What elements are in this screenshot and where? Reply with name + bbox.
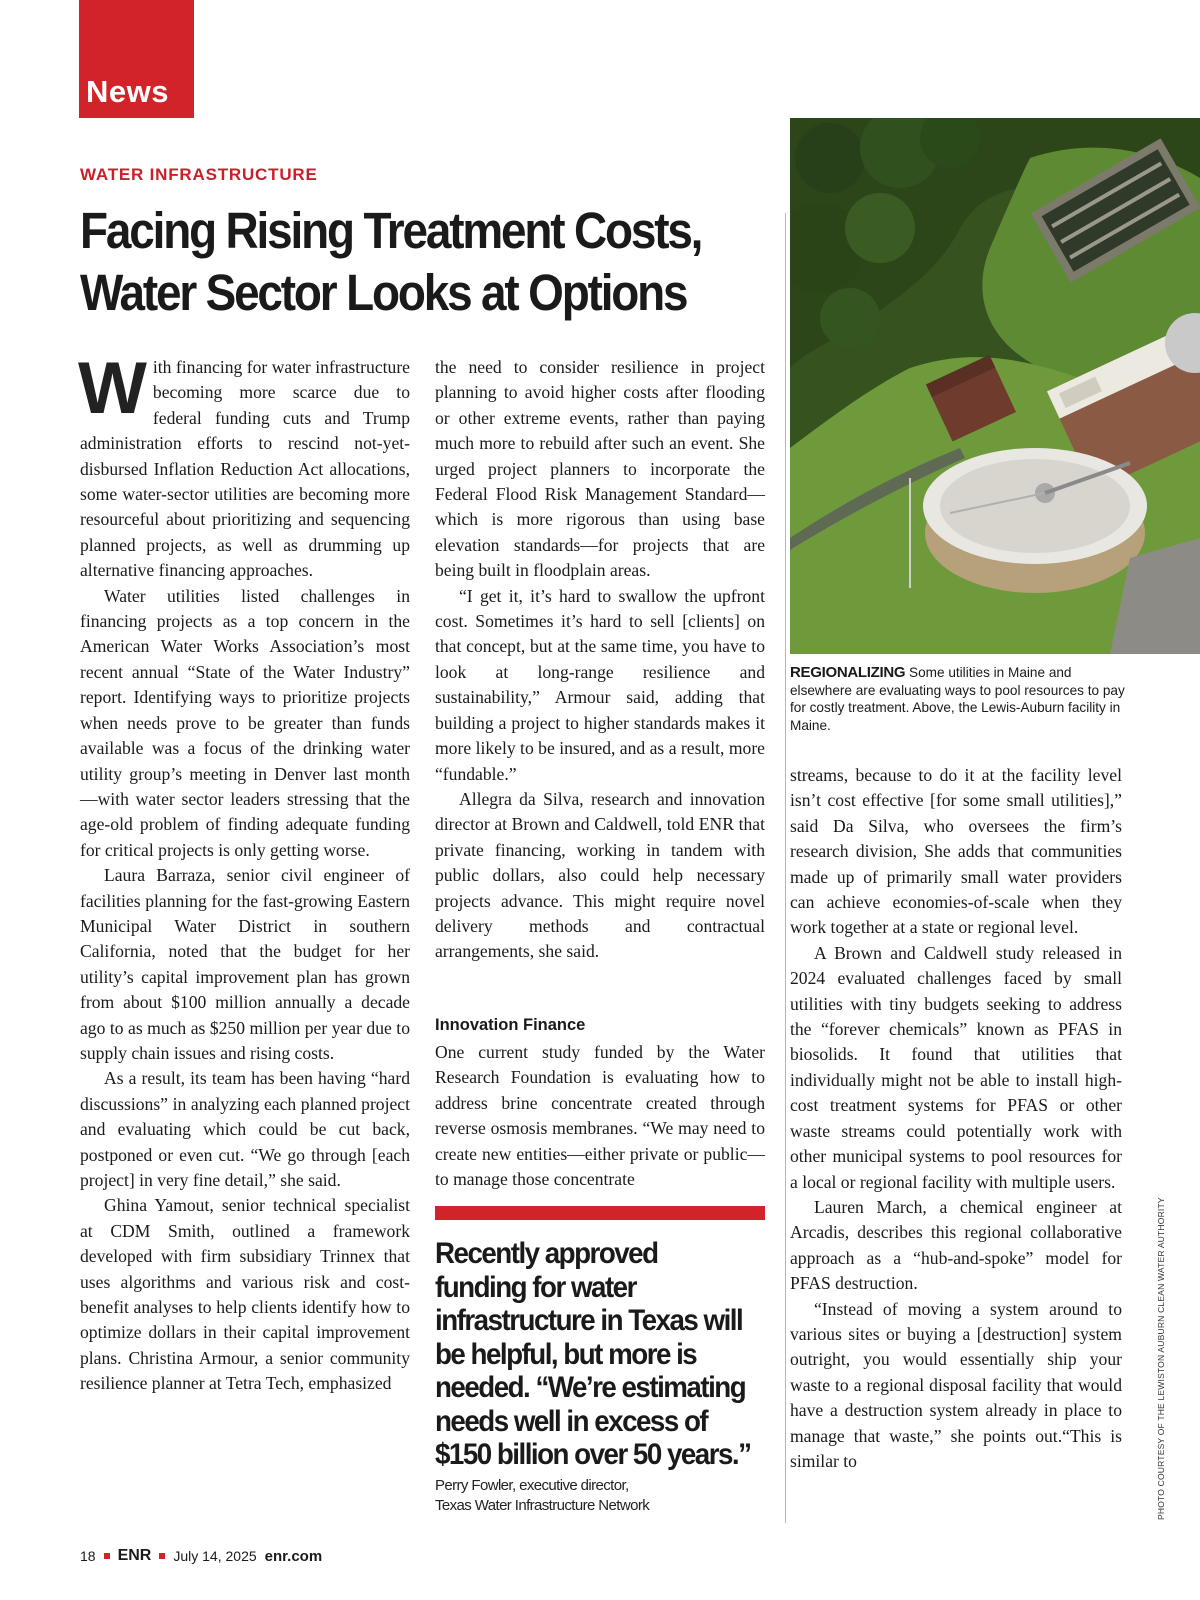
page-footer bbox=[80, 1547, 322, 1565]
paragraph bbox=[78, 348, 410, 584]
attribution-org: Texas Water Infrastructure Network bbox=[435, 1497, 650, 1514]
subhead: Innovation Finance bbox=[435, 1016, 586, 1034]
drop-cap: W bbox=[78, 348, 147, 429]
separator-square-icon bbox=[159, 1553, 165, 1559]
column-divider bbox=[785, 213, 786, 1523]
paragraph: “Instead of moving a system around to various sites or buying a [destruction] system outright, you would essentially ship your waste to a regional disposal facility that would have a destruction system already in place to manage that waste,” she points out.“This is similar to bbox=[790, 1298, 1122, 1471]
page-number: 18 bbox=[80, 1548, 96, 1564]
article-column-1 bbox=[78, 348, 410, 1397]
paragraph: Water utilities listed challenges in financing projects as a top concern in the American Water Works Association’s most recent annual “State of the Water Industry” report. Identifying ways to prioritize projects when needs prove to be greater than funds available was a focus of the drinking water utility group’s meeting in Denver last month—with water sector leaders stressing that the age-old problem of finding adequate funding for critical projects is only getting worse. bbox=[80, 585, 410, 860]
photo-caption bbox=[790, 664, 1135, 734]
pull-quote: Recently approved funding for water infrastructure in Texas will be helpful, but more is needed. “We’re estimating needs well in excess of $150 billion over 50 years.” bbox=[435, 1237, 751, 1471]
article-column-2 bbox=[435, 355, 765, 965]
paragraph: As a result, its team has been having “hard discussions” in analyzing each planned project and evaluating which could be cut back, postponed or even cut. “We go through [each project] in very fine detail,” she said. bbox=[80, 1068, 410, 1190]
section-tab-label: News bbox=[86, 74, 169, 109]
paragraph: Laura Barraza, senior civil engineer of facilities planning for the fast-growing Eastern Municipal Water District in southern California, noted that the budget for her utility’s capital improvement plan has grown from about $100 million annually a decade ago to as much as $250 million per year due to supply chain issues and rising costs. bbox=[80, 865, 410, 1063]
separator-square-icon bbox=[104, 1553, 110, 1559]
website-link[interactable]: enr.com bbox=[264, 1547, 323, 1565]
kicker: WATER INFRASTRUCTURE bbox=[80, 165, 318, 184]
paragraph: streams, because to do it at the facility level isn’t cost effective [for some small utilities],” said Da Silva, who oversees the firm’s research division, She adds that communities made up of primarily small water providers can achieve economies-of-scale when they work together at a state or regional level. bbox=[790, 765, 1122, 938]
paragraph: the need to consider resilience in project planning to avoid higher costs after flooding or other extreme events, rather than paying much more to rebuild after such an event. She urged project planners to incorporate the Federal Flood Risk Management Standard—which is more rigorous than using base elevation standards—for projects that are being built in floodplain areas. bbox=[435, 357, 765, 581]
issue-date: July 14, 2025 bbox=[173, 1548, 257, 1564]
article-column-3 bbox=[790, 763, 1122, 1474]
paragraph-text: ith financing for water infrastructure becoming more scarce due to federal funding cuts and Trump administration efforts to rescind not-yet-disbursed Inflation Reduction Act allocations, some water-sector utilities are becoming more resourceful about prioritizing and sequencing planned projects, as well as drumming up alternative financing approaches. bbox=[80, 357, 410, 581]
attribution-name: Perry Fowler, executive director, bbox=[435, 1477, 629, 1494]
headline-line-2: Water Sector Looks at Options bbox=[80, 264, 687, 321]
photo-credit: PHOTO COURTESY OF THE LEWISTON AUBURN CLEAN WATER AUTHORITY bbox=[1156, 1197, 1166, 1520]
caption-text: Some utilities in Maine and elsewhere are evaluating ways to pool resources to pay for costly treatment. Above, the Lewis-Auburn facility in Maine. bbox=[790, 665, 1125, 733]
pull-quote-rule bbox=[435, 1206, 765, 1220]
section-tab bbox=[79, 0, 194, 118]
paragraph: A Brown and Caldwell study released in 2024 evaluated challenges faced by small utilities with tiny budgets seeking to address the “forever chemicals” known as PFAS in biosolids. It found that utilities that individually might not be able to install high-cost treatment systems for PFAS or other waste streams could potentially work with other municipal systems to pool resources for a local or regional facility with multiple users. bbox=[790, 942, 1122, 1192]
pull-quote-attribution bbox=[435, 1476, 649, 1516]
paragraph: Ghina Yamout, senior technical specialist at CDM Smith, outlined a framework developed with firm subsidiary Trinnex that uses algorithms and various risk and cost-benefit analyses to help clients identify how to optimize dollars in their capital improvement plans. Christina Armour, a senior community resilience planner at Tetra Tech, emphasized bbox=[80, 1195, 410, 1394]
paragraph: One current study funded by the Water Research Foundation is evaluating how to address brine concentrate created through reverse osmosis membranes. “We may need to create new entities—either private or public—to manage those concentrate bbox=[435, 1042, 765, 1190]
paragraph: Lauren March, a chemical engineer at Arcadis, describes this regional collaborative approach as a “hub-and-spoke” model for PFAS destruction. bbox=[790, 1196, 1122, 1294]
caption-lead: REGIONALIZING bbox=[790, 664, 906, 681]
article-column-2-continued bbox=[435, 1040, 765, 1192]
paragraph: Allegra da Silva, research and innovation director at Brown and Caldwell, told ENR that private financing, working in tandem with public dollars, also could help necessary projects advance. This might require novel delivery methods and contractual arrangements, she said. bbox=[435, 788, 765, 962]
headline bbox=[80, 200, 710, 324]
photo-illustration bbox=[790, 118, 1200, 654]
publication-name: ENR bbox=[117, 1547, 152, 1564]
aerial-photo bbox=[790, 118, 1200, 654]
paragraph: “I get it, it’s hard to swallow the upfront cost. Sometimes it’s hard to sell [clients] on that concept, but at the same time, you have to look at long-range resilience and sustainability,” Armour said, adding that building a project to higher standards makes it more likely to be insured, and as a result, more “fundable.” bbox=[435, 585, 765, 784]
headline-line-1: Facing Rising Treatment Costs, bbox=[80, 202, 702, 259]
